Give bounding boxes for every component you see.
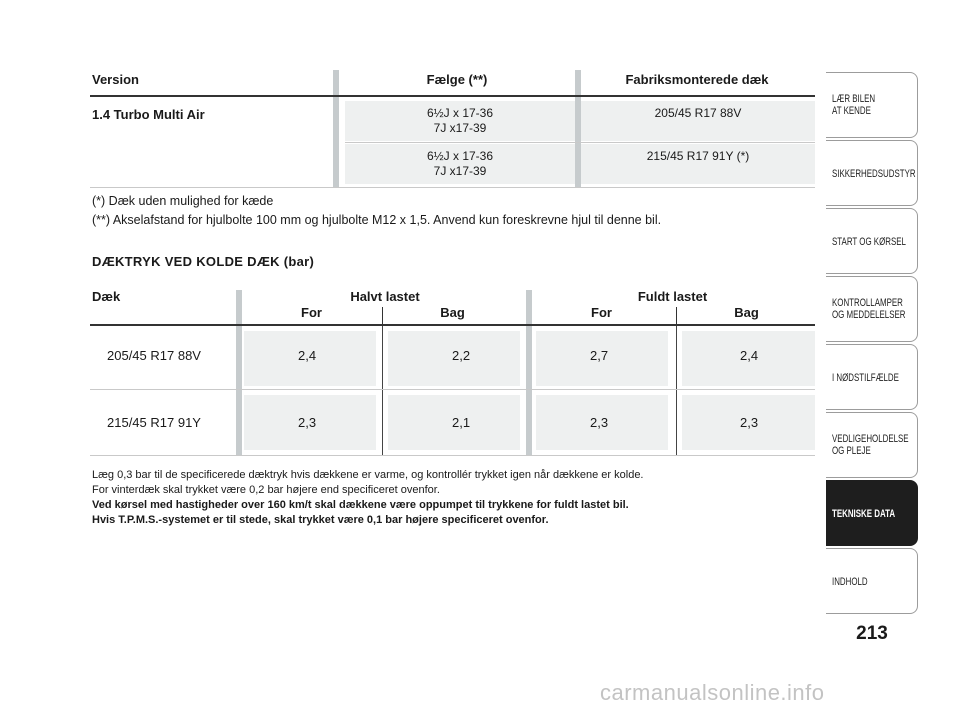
row-divider <box>90 389 815 390</box>
cell-divider <box>676 326 677 456</box>
footnote-rims: (**) Akselafstand for hjulbolte 100 mm og hjulbolte M12 x 1,5. Anvend kun foreskrevne hjul til denne bil. <box>92 213 662 227</box>
watermark: carmanualsonline.info <box>600 680 825 705</box>
tyre-size: 205/45 R17 88V <box>654 106 742 120</box>
subheader-front: For <box>591 305 612 320</box>
col-header-tyre: Dæk <box>92 289 121 304</box>
rim-cell <box>345 144 575 184</box>
subheader-divider <box>382 307 383 325</box>
subheader-front: For <box>301 305 322 320</box>
tyre-cell <box>581 101 815 141</box>
tab-i-nodstilfaelde[interactable] <box>826 344 918 410</box>
col-header-tyres: Fabriksmonterede dæk <box>625 72 769 87</box>
rim-size: 6½J x 17-36 <box>426 106 494 120</box>
half-front-value: 2,4 <box>298 348 317 363</box>
col-header-rim: Fælge (**) <box>426 72 488 87</box>
col-header-version: Version <box>92 72 139 87</box>
half-rear-value: 2,2 <box>452 348 471 363</box>
table-bottom-rule <box>90 187 815 188</box>
tab-label: VEDLIGEHOLDELSE <box>832 433 909 445</box>
footnote-chains: (*) Dæk uden mulighed for kæde <box>92 194 274 208</box>
half-rear-value: 2,1 <box>452 415 471 430</box>
row-divider <box>345 142 815 143</box>
note-high-speed: Ved kørsel med hastigheder over 160 km/t skal dækkene være oppumpet til trykkene for fuldt lastet bil. <box>92 499 629 511</box>
tab-start-og-korsel[interactable] <box>826 208 918 274</box>
tab-label: KONTROLLAMPER <box>832 297 903 309</box>
tab-label: OG MEDDELELSER <box>832 309 906 321</box>
tyre-size: 215/45 R17 91Y (*) <box>646 149 750 163</box>
full-front-value: 2,3 <box>590 415 609 430</box>
full-rear-value: 2,3 <box>740 415 759 430</box>
tab-label: INDHOLD <box>832 576 868 588</box>
note-tpms: Hvis T.P.M.S.-systemet er til stede, skal trykket være 0,1 bar højere specificeret ovenfor. <box>92 514 549 526</box>
version-cell: 1.4 Turbo Multi Air <box>92 107 205 122</box>
tyre-cell <box>581 144 815 184</box>
rim-cell <box>345 101 575 141</box>
tab-label: SIKKERHEDSUDSTYR <box>832 168 916 180</box>
tab-label: TEKNISKE DATA <box>832 508 896 520</box>
tab-tekniske-data[interactable] <box>826 480 918 546</box>
rim-size: 7J x17-39 <box>433 121 487 135</box>
tab-label: AT KENDE <box>832 105 871 117</box>
note-winter-tyres: For vinterdæk skal trykket være 0,2 bar højere end specificeret ovenfor. <box>92 484 440 496</box>
column-divider <box>333 70 339 188</box>
subheader-rear: Bag <box>734 305 759 320</box>
section-title: DÆKTRYK VED KOLDE DÆK (bar) <box>92 254 315 269</box>
tab-label: OG PLEJE <box>832 445 871 457</box>
subheader-divider <box>676 307 677 325</box>
column-divider <box>236 290 242 456</box>
tab-vedligeholdelse[interactable] <box>826 412 918 478</box>
table-bottom-rule <box>90 455 815 456</box>
tyre-cell: 215/45 R17 91Y <box>107 415 201 430</box>
tab-sikkerhedsudstyr[interactable] <box>826 140 918 206</box>
tab-indhold[interactable] <box>826 548 918 614</box>
full-rear-value: 2,4 <box>740 348 759 363</box>
group-header-half-loaded: Halvt lastet <box>350 289 420 304</box>
cell-divider <box>382 326 383 456</box>
group-header-full-loaded: Fuldt lastet <box>637 289 708 304</box>
full-front-value: 2,7 <box>590 348 609 363</box>
rim-size: 7J x17-39 <box>433 164 487 178</box>
tyre-cell: 205/45 R17 88V <box>107 348 201 363</box>
half-front-value: 2,3 <box>298 415 317 430</box>
tab-kontrollamper[interactable] <box>826 276 918 342</box>
tab-label: I NØDSTILFÆLDE <box>832 372 899 384</box>
table-header-rule <box>90 95 815 97</box>
table-header-rule <box>90 324 815 326</box>
tab-label: LÆR BILEN <box>832 93 876 105</box>
tab-label: START OG KØRSEL <box>832 236 906 248</box>
rim-size: 6½J x 17-36 <box>426 149 494 163</box>
page-number: 213 <box>856 623 888 644</box>
column-divider <box>526 290 532 456</box>
tab-laer-bilen-at-kende[interactable] <box>826 72 918 138</box>
subheader-rear: Bag <box>440 305 465 320</box>
note-hot-tyres: Læg 0,3 bar til de specificerede dæktryk hvis dækkene er varme, og kontrollér trykket igen når dækkene er kolde. <box>92 469 644 481</box>
